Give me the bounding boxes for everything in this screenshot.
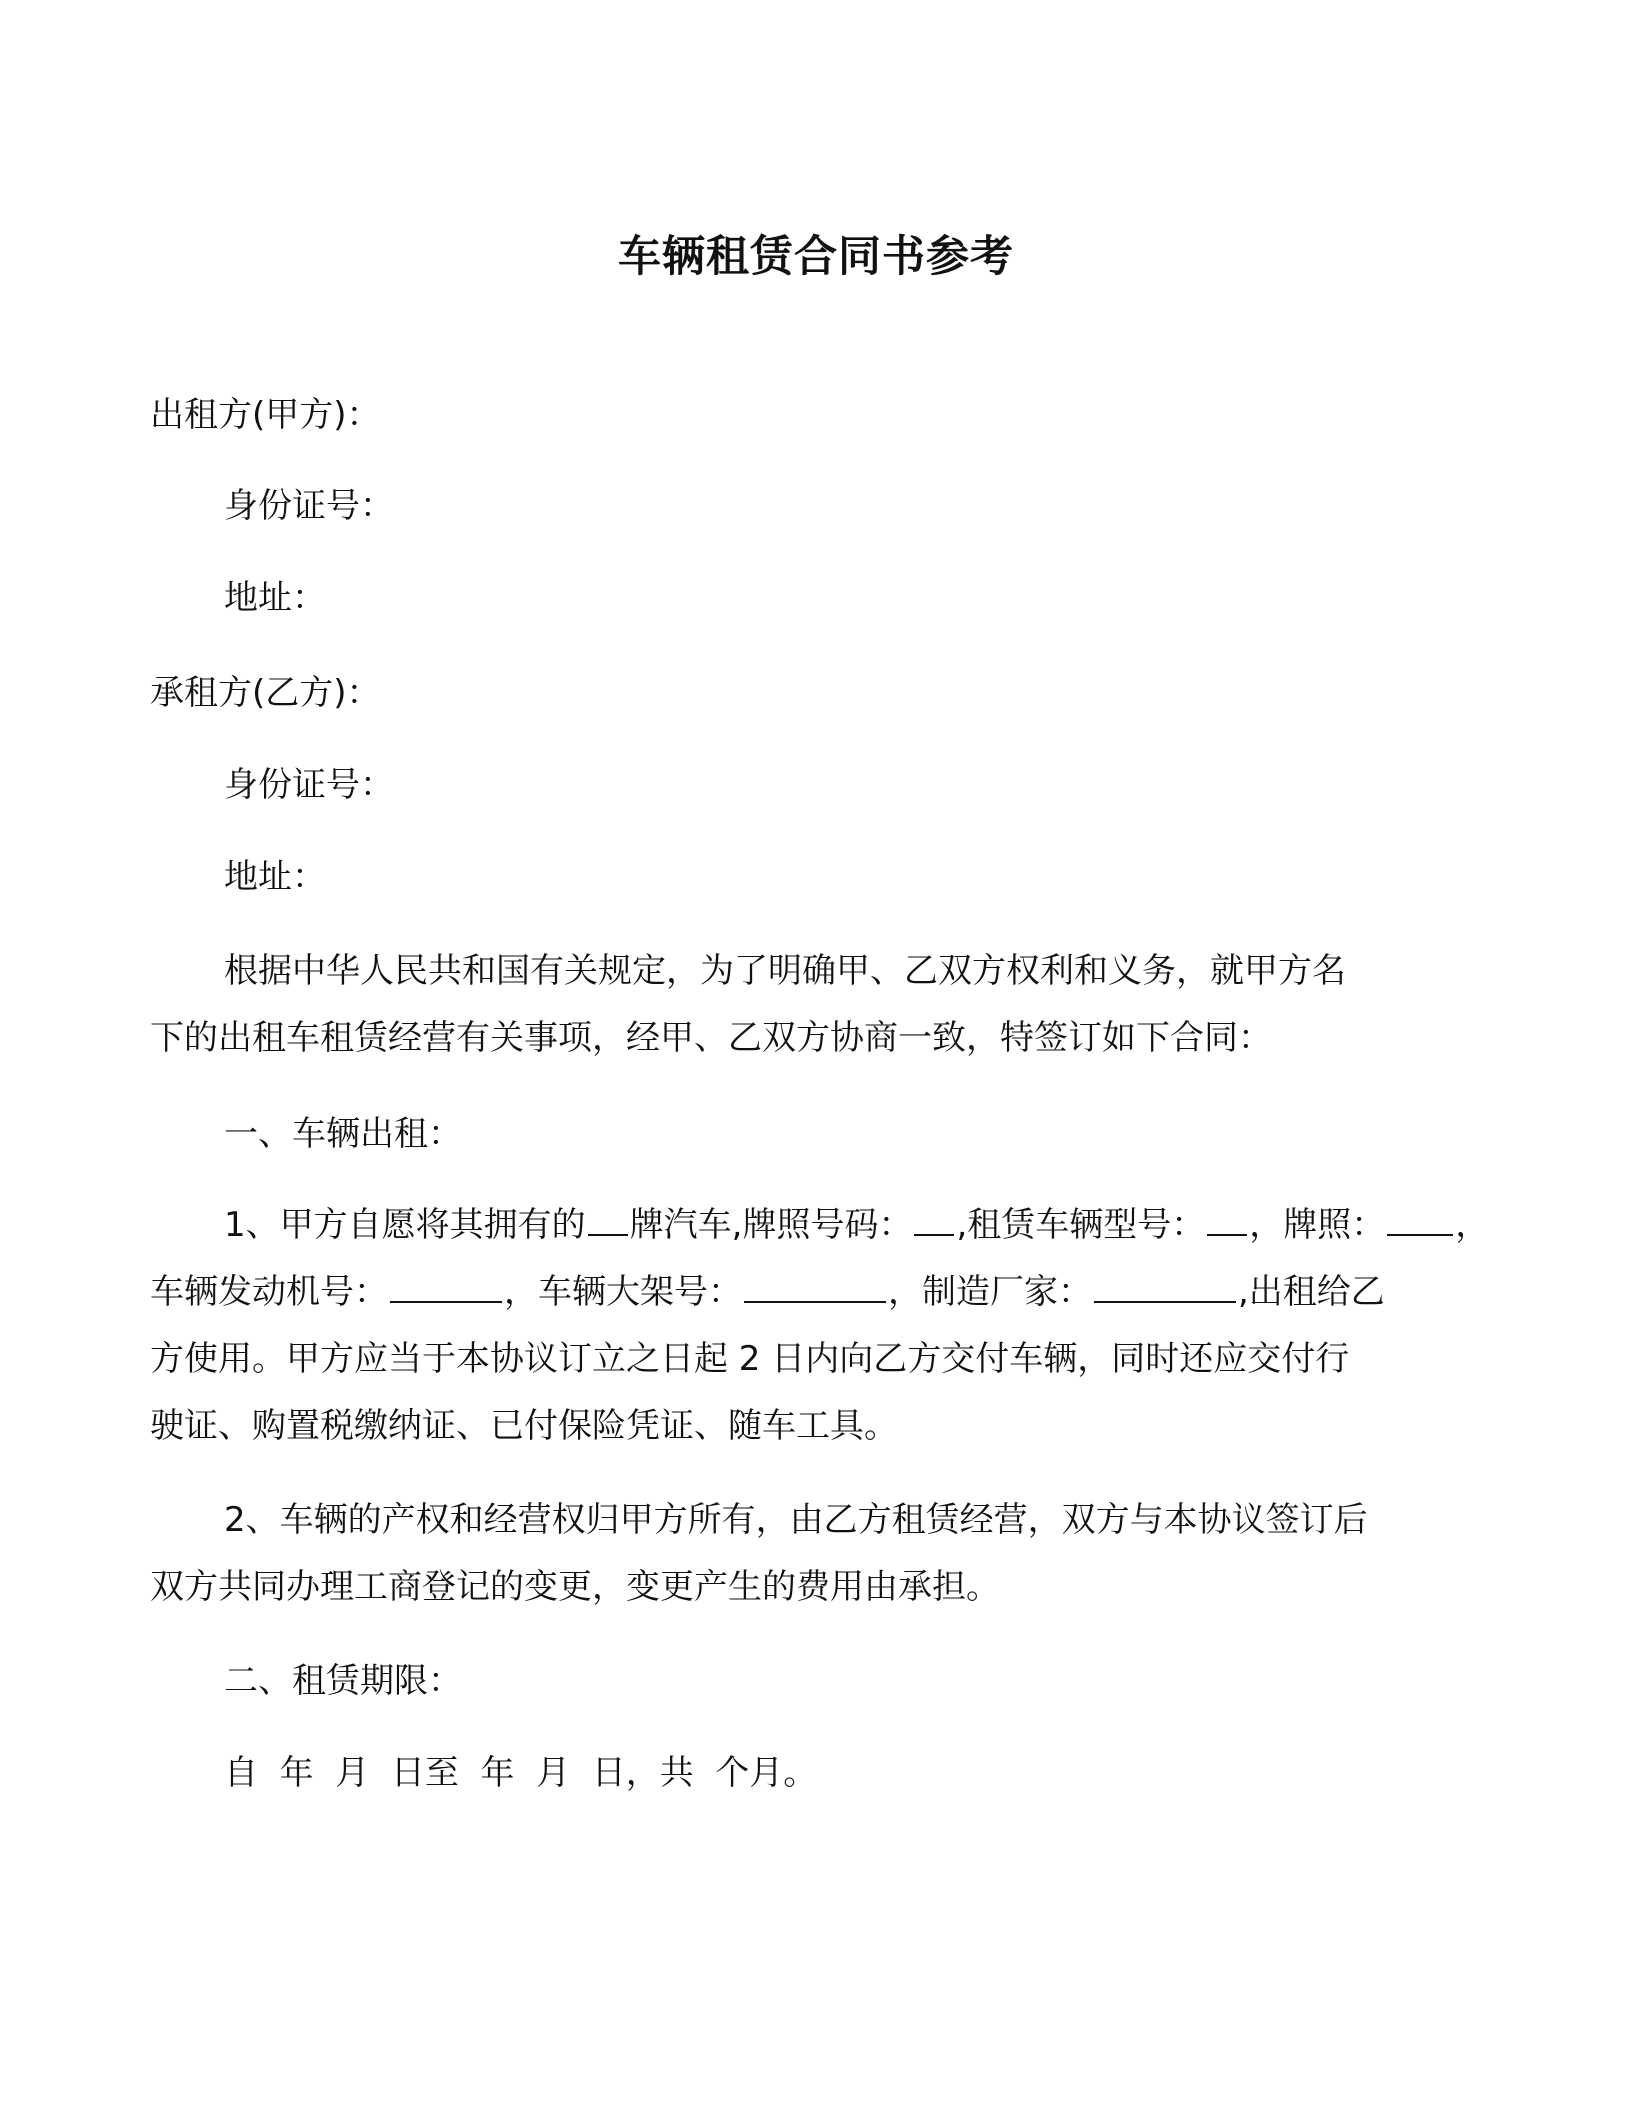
lessor-label: 出租方(甲方)： xyxy=(150,395,381,435)
preamble-line: 根据中华人民共和国有关规定，为了明确甲、乙双方权利和义务，就甲方名 xyxy=(224,951,1346,991)
clause-text: 车辆发动机号： xyxy=(150,1272,388,1312)
clause-text: ,租赁车辆型号： xyxy=(956,1205,1206,1245)
license-blank[interactable] xyxy=(1387,1196,1453,1236)
section-1-heading: 一、车辆出租： xyxy=(224,1114,462,1154)
lessee-address-label: 地址： xyxy=(224,857,326,897)
clause-text: ,出租给乙 xyxy=(1238,1272,1385,1312)
brand-blank[interactable] xyxy=(588,1196,628,1236)
lessee-label: 承租方(乙方)： xyxy=(150,673,381,713)
clause-1-line-2 xyxy=(150,1259,1550,1326)
frame-number-blank[interactable] xyxy=(744,1263,886,1303)
engine-number-blank[interactable] xyxy=(390,1263,502,1303)
preamble-line: 下的出租车租赁经营有关事项，经甲、乙双方协商一致，特签订如下合同： xyxy=(150,1018,1272,1058)
clause-text: 1、甲方自愿将其拥有的 xyxy=(224,1205,586,1245)
clause-text: ， xyxy=(1455,1205,1490,1245)
manufacturer-blank[interactable] xyxy=(1094,1263,1236,1303)
clause-text: 牌汽车,牌照号码： xyxy=(629,1205,913,1245)
lease-term-line: 自 年 月 日至 年 月 日，共 个月。 xyxy=(224,1753,818,1793)
clause-1-line-4: 驶证、购置税缴纳证、已付保险凭证、随车工具。 xyxy=(150,1406,898,1446)
lessor-id-label: 身份证号： xyxy=(224,486,394,526)
clause-text: ，制造厂家： xyxy=(888,1272,1092,1312)
clause-1-paragraph xyxy=(150,1192,1550,1460)
clause-2-line: 2、车辆的产权和经营权归甲方所有，由乙方租赁经营，双方与本协议签订后 xyxy=(224,1500,1368,1540)
document-title: 车辆租赁合同书参考 xyxy=(618,232,1014,282)
lessor-address-label: 地址： xyxy=(224,578,326,618)
vehicle-model-blank[interactable] xyxy=(1207,1196,1247,1236)
lessee-id-label: 身份证号： xyxy=(224,765,394,805)
preamble-paragraph xyxy=(150,938,1550,1072)
clause-1-line-3: 方使用。甲方应当于本协议订立之日起 2 日内向乙方交付车辆，同时还应交付行 xyxy=(150,1339,1350,1379)
section-2-heading: 二、租赁期限： xyxy=(224,1661,462,1701)
clause-1-line-1 xyxy=(150,1192,1550,1259)
clause-text: ，车辆大架号： xyxy=(504,1272,742,1312)
clause-text: ，牌照： xyxy=(1249,1205,1386,1245)
clause-2-line: 双方共同办理工商登记的变更，变更产生的费用由承担。 xyxy=(150,1567,1000,1607)
clause-2-paragraph xyxy=(150,1487,1550,1621)
plate-number-blank[interactable] xyxy=(914,1196,954,1236)
